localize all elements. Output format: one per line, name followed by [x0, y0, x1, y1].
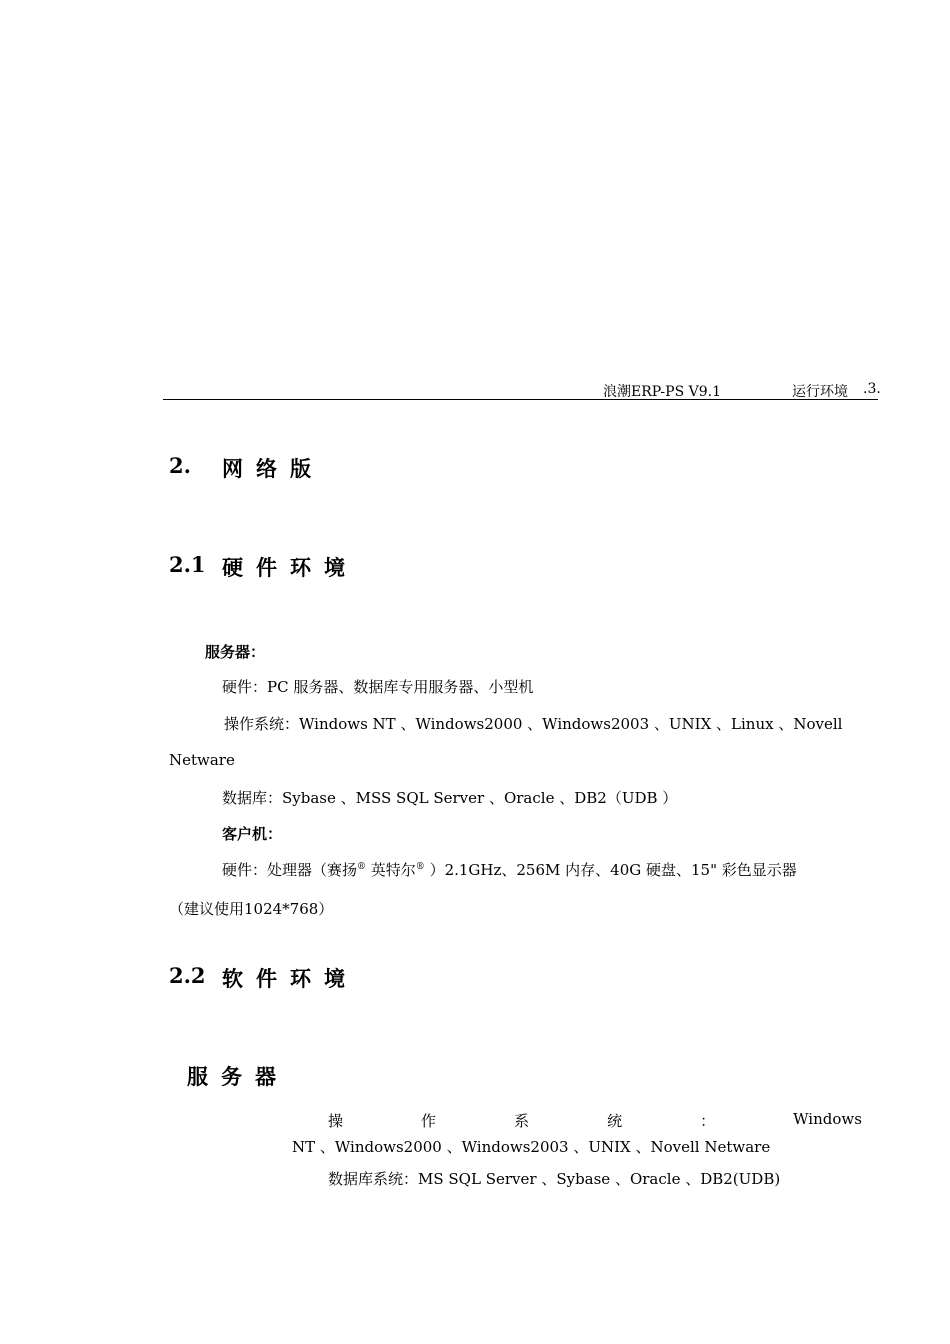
- os-char: Windows: [793, 1110, 862, 1128]
- os-char: ：: [700, 1112, 716, 1130]
- client-hardware-line2: （建议使用1024*768）: [169, 900, 334, 918]
- server-database: 数据库：Sybase 、MSS SQL Server 、Oracle 、DB2（UDB ）: [222, 789, 678, 807]
- client-hw-pre: 硬件：处理器（赛扬: [222, 861, 358, 879]
- client-hardware-line1: [222, 859, 797, 880]
- registered-mark-1: ®: [357, 862, 367, 872]
- section-2-title: 网络版: [222, 456, 324, 481]
- registered-mark-2: ®: [415, 862, 425, 872]
- section-2-1-title: 硬件环境: [222, 555, 358, 580]
- section-2-number: 2.: [169, 453, 191, 478]
- server-label: 服务器：: [205, 643, 266, 661]
- section-2-1-number: 2.1: [169, 552, 206, 577]
- server-os-line2: Netware: [169, 751, 235, 769]
- section-2-2-title: 软件环境: [222, 966, 358, 991]
- client-label: 客户机：: [222, 825, 283, 843]
- header-product: 浪潮ERP-PS V9.1: [603, 384, 721, 400]
- os-char: 统: [607, 1112, 623, 1130]
- client-hw-mid: 英特尔: [366, 861, 416, 879]
- header-page-number: .3.: [863, 381, 881, 397]
- header-chapter: 运行环境: [792, 384, 848, 400]
- server-os-line1: 操作系统：Windows NT 、Windows2000 、Windows2003 、UNIX 、Linux 、Novell: [224, 715, 843, 733]
- software-database: 数据库系统：MS SQL Server 、Sybase 、Oracle 、DB2(UDB): [328, 1170, 781, 1188]
- os-char: 作: [421, 1112, 437, 1130]
- software-server-heading: 服务器: [187, 1064, 289, 1089]
- os-char: 系: [514, 1112, 530, 1130]
- header-rule: [163, 399, 878, 400]
- os-char: 操: [328, 1112, 344, 1130]
- client-hw-post: ）2.1GHz、256M 内存、40G 硬盘、15" 彩色显示器: [424, 861, 797, 879]
- server-hardware: 硬件：PC 服务器、数据库专用服务器、小型机: [222, 678, 534, 696]
- software-os-line2: NT 、Windows2000 、Windows2003 、UNIX 、Novell Netware: [292, 1138, 771, 1156]
- section-2-2-number: 2.2: [169, 963, 206, 988]
- software-os-spread-line: [328, 1110, 862, 1131]
